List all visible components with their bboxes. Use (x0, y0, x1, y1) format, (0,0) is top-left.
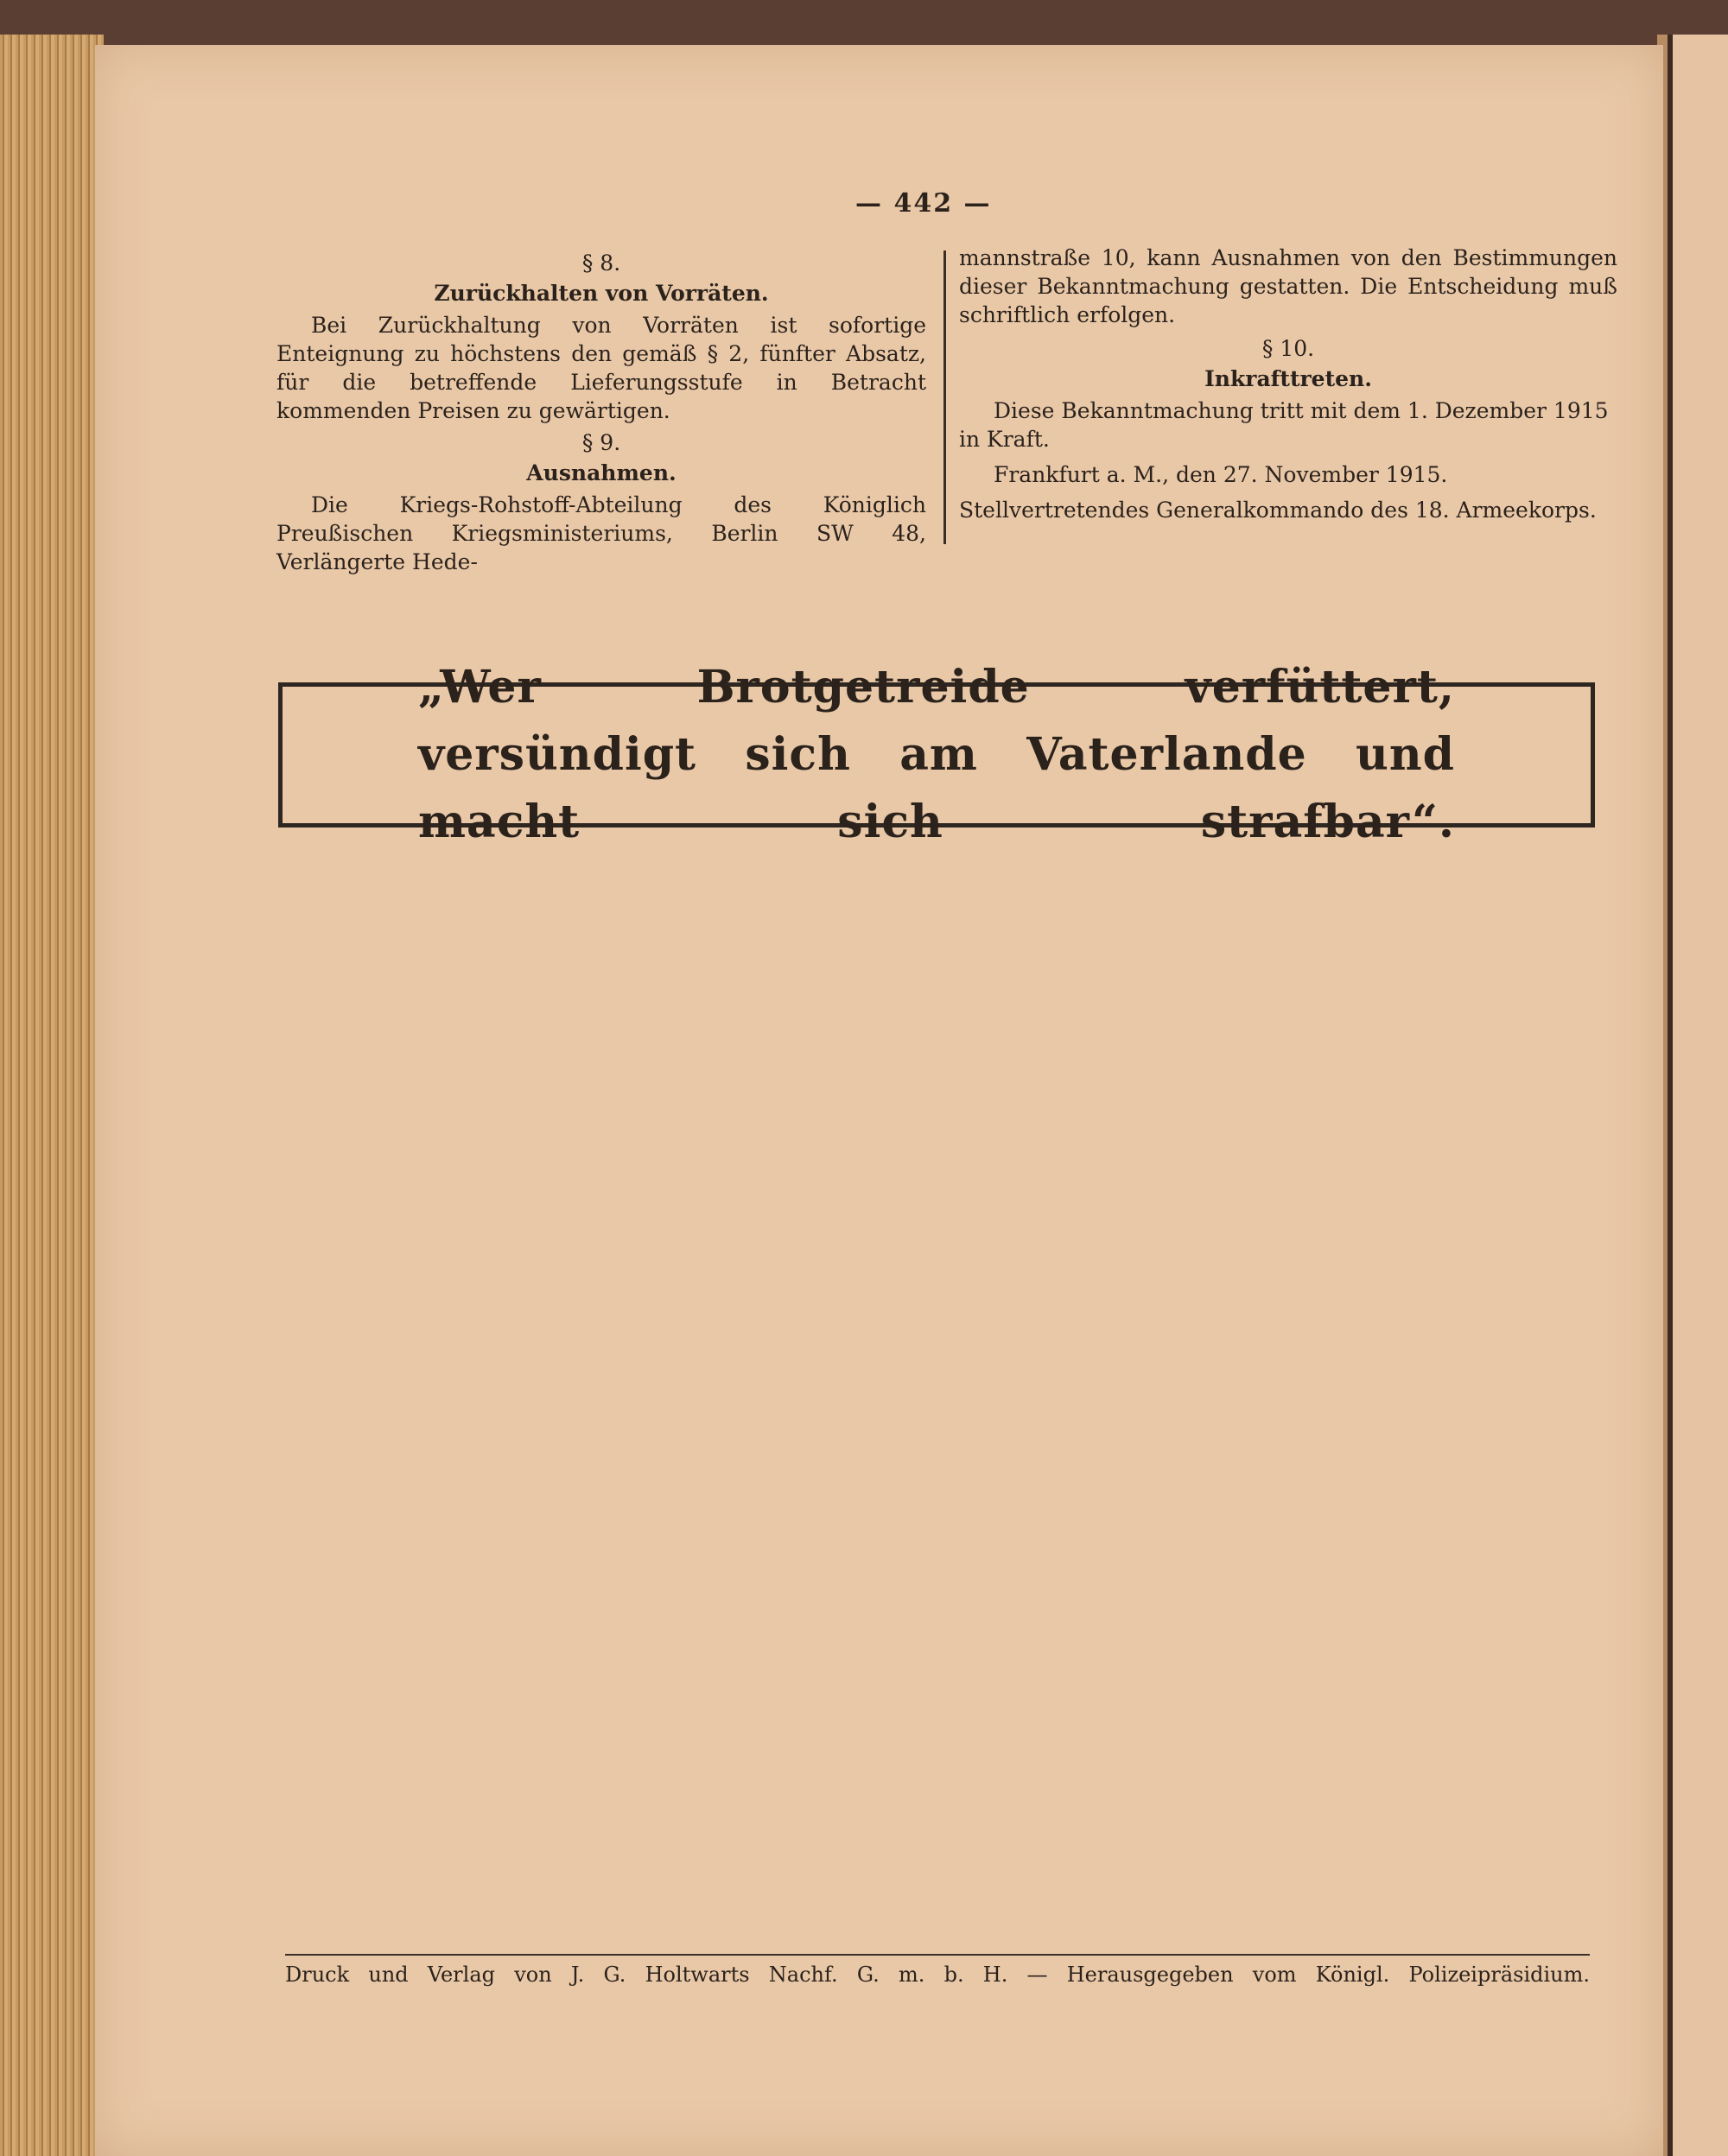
section-10-number: § 10. (1261, 336, 1315, 361)
footer-rule (285, 1954, 1590, 1956)
column-divider (943, 250, 946, 544)
section-10-text: Diese Bekanntmachung tritt mit dem 1. Dezember 1915 in Kraft. (959, 398, 1609, 452)
facing-page-edge (1668, 35, 1728, 2156)
left-column (276, 249, 926, 576)
section-8-text: Bei Zurückhaltung von Vorräten ist sofortige Enteignung zu höchstens den gemäß § 2, fünfter Absatz, für die betreffende Lieferungsstufe in Betracht kommenden Preisen zu gewärtigen. (276, 313, 926, 423)
section-9-text: Die Kriegs-Rohstoff-Abteilung des Königlich Preußischen Kriegsministeriums, Berlin SW 48, Verlängerte Hede- (276, 492, 926, 574)
book-page-edges (0, 35, 104, 2156)
section-8-number: § 8. (581, 250, 621, 276)
boxed-notice (278, 661, 1595, 848)
right-column (959, 244, 1617, 531)
place-and-date: Frankfurt a. M., den 27. November 1915. (994, 462, 1448, 487)
section-8-title: Zurückhalten von Vorräten. (434, 281, 769, 306)
section-10-title: Inkrafttreten. (1204, 366, 1372, 391)
issuing-authority: Stellvertretendes Generalkommando des 18. Armeekorps. (959, 498, 1597, 523)
notice-text: „Wer Brotgetreide verfüttert, versündigt sich am Vaterlande und macht sich strafbar“. (418, 661, 1455, 848)
section-9-title: Ausnahmen. (526, 460, 677, 485)
section-9-number: § 9. (581, 430, 621, 455)
footer-imprint: Druck und Verlag von J. G. Holtwarts Nachf. G. m. b. H. — Herausgegeben vom Königl. Polizeipräsidium. (285, 1963, 1590, 1987)
book-spine-top (0, 0, 1728, 52)
page-number: — 442 — (855, 188, 992, 219)
section-9-continuation: mannstraße 10, kann Ausnahmen von den Bestimmungen dieser Bekanntmachung gestatten. Die Entscheidung muß schriftlich erfolgen. (959, 245, 1617, 327)
